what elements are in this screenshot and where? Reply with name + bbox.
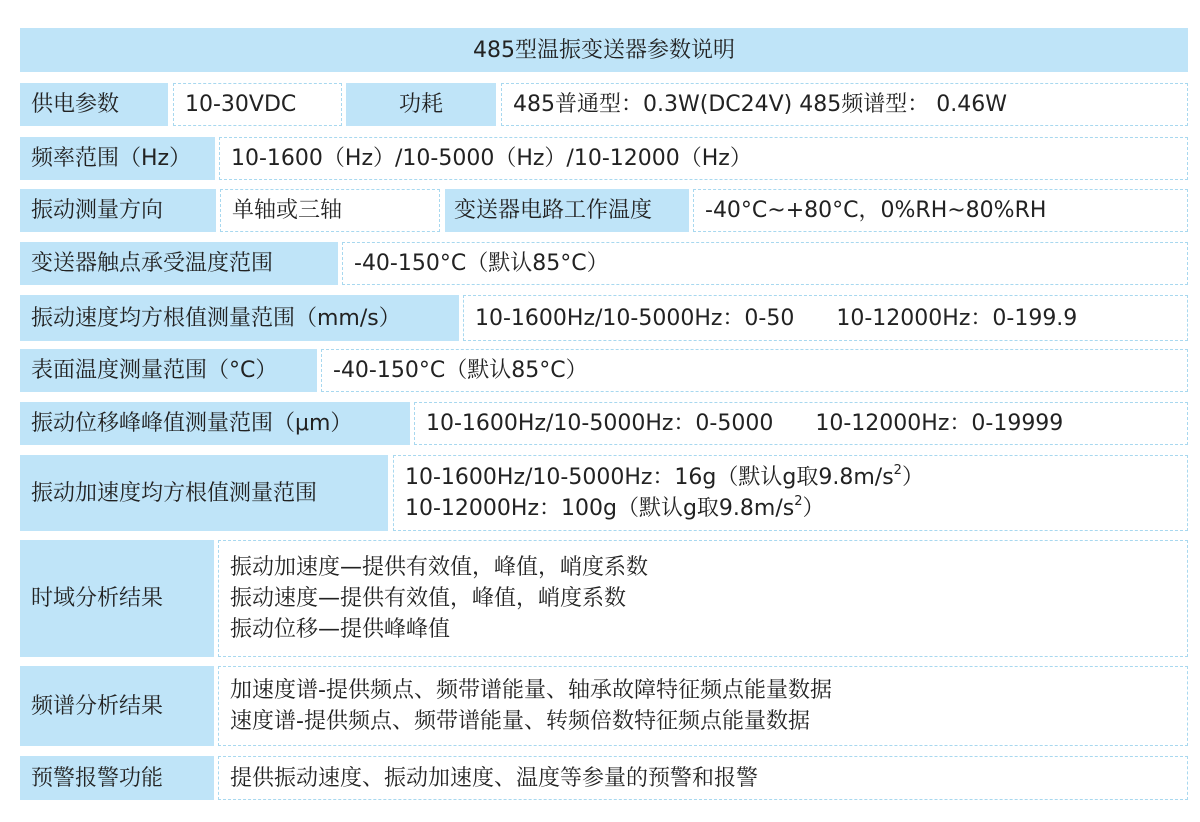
circuit-temp-value: -40°C~+80°C，0%RH~80%RH xyxy=(693,189,1188,232)
surface-temp-value: -40-150°C（默认85°C） xyxy=(321,349,1188,392)
table-title: 485型温振变送器参数说明 xyxy=(20,28,1188,72)
acc-rms-line1: 10-1600Hz/10-5000Hz：16g（默认g取$9.8m/s^2$） xyxy=(405,462,924,490)
power-value: 10-30VDC xyxy=(173,83,342,126)
vib-direction-value: 单轴或三轴 xyxy=(220,189,440,232)
vel-rms-value-a: 10-1600Hz/10-5000Hz：0-50 xyxy=(475,305,795,331)
contact-temp-label: 变送器触点承受温度范围 xyxy=(20,242,338,285)
alarm-label: 预警报警功能 xyxy=(20,756,214,800)
surface-temp-label: 表面温度测量范围（°C） xyxy=(20,349,317,392)
time-domain-value xyxy=(218,540,1188,657)
freq-range-label: 频率范围（Hz） xyxy=(20,137,215,180)
consumption-value: 485普通型：0.3W(DC24V) 485频谱型： 0.46W xyxy=(501,83,1188,126)
contact-temp-value: -40-150°C（默认85°C） xyxy=(342,242,1188,285)
power-label: 供电参数 xyxy=(20,83,168,126)
spectrum-label: 频谱分析结果 xyxy=(20,666,214,746)
vel-rms-value-b: 10-12000Hz：0-199.9 xyxy=(836,305,1078,331)
acc-rms-value xyxy=(393,455,1188,531)
disp-pp-value-a: 10-1600Hz/10-5000Hz：0-5000 xyxy=(426,411,774,436)
vel-rms-value xyxy=(463,295,1188,341)
vel-rms-label: 振动速度均方根值测量范围（mm/s） xyxy=(20,295,459,341)
consumption-label: 功耗 xyxy=(346,83,496,126)
acc-rms-label: 振动加速度均方根值测量范围 xyxy=(20,455,388,531)
circuit-temp-label: 变送器电路工作温度 xyxy=(445,189,689,232)
spectrum-line: 速度谱-提供频点、频带谱能量、转频倍数特征频点能量数据 xyxy=(230,709,810,734)
spectrum-line: 加速度谱-提供频点、频带谱能量、轴承故障特征频点能量数据 xyxy=(230,678,832,703)
time-domain-line: 振动位移—提供峰峰值 xyxy=(230,617,451,642)
time-domain-label: 时域分析结果 xyxy=(20,540,214,657)
vib-direction-label: 振动测量方向 xyxy=(20,189,216,232)
time-domain-line: 振动速度—提供有效值，峰值，峭度系数 xyxy=(230,586,627,611)
spectrum-value xyxy=(218,666,1188,746)
freq-range-value: 10-1600（Hz）/10-5000（Hz）/10-12000（Hz） xyxy=(219,137,1188,180)
time-domain-line: 振动加速度—提供有效值，峰值，峭度系数 xyxy=(230,555,649,580)
disp-pp-label: 振动位移峰峰值测量范围（μm） xyxy=(20,402,410,445)
alarm-value: 提供振动速度、振动加速度、温度等参量的预警和报警 xyxy=(218,756,1188,800)
disp-pp-value-b: 10-12000Hz：0-19999 xyxy=(815,411,1064,436)
disp-pp-value xyxy=(414,402,1188,445)
acc-rms-line2: 10-12000Hz：100g（默认g取$9.8m/s^2$） xyxy=(405,493,825,521)
